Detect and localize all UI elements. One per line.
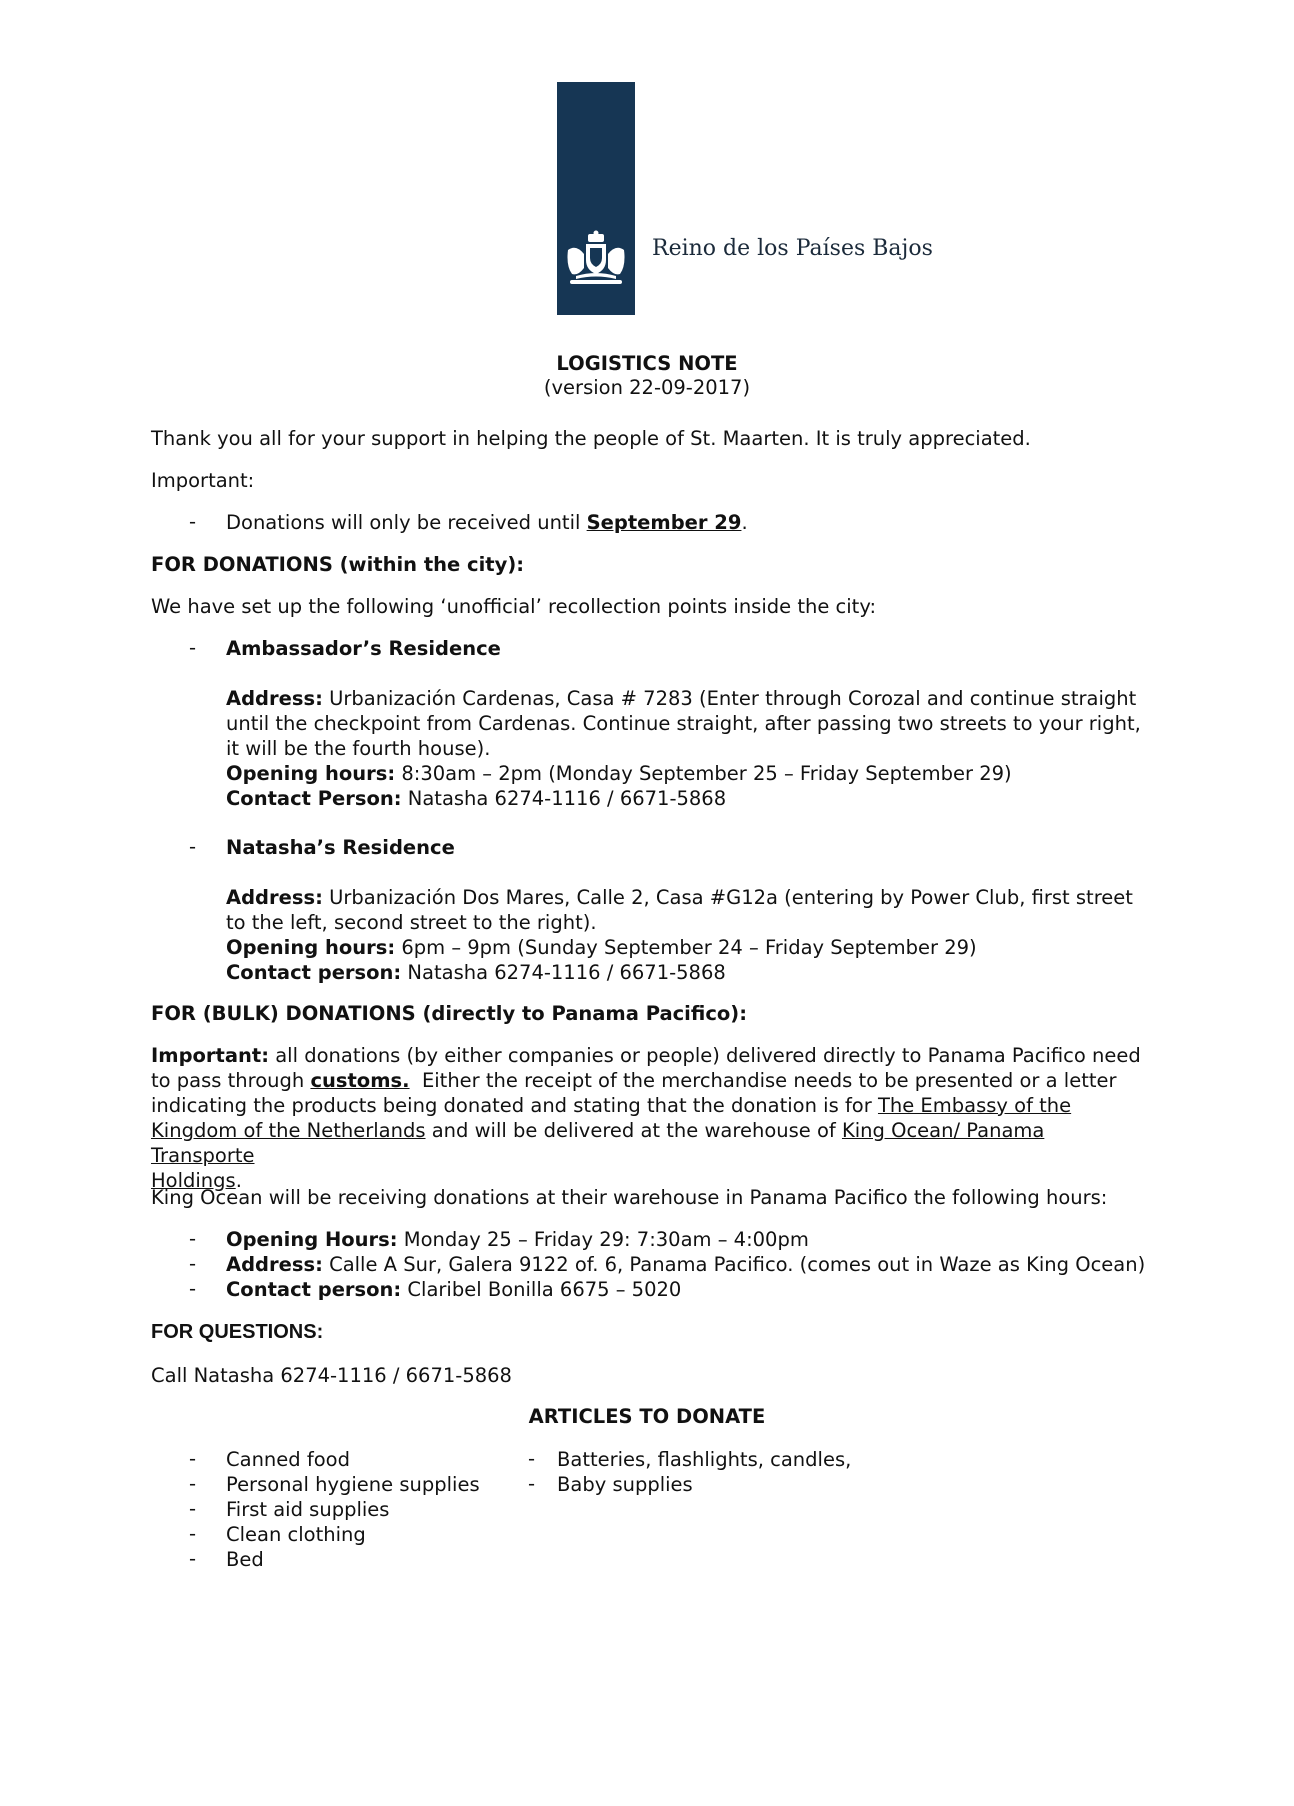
list-dash: -	[528, 1447, 536, 1470]
point-address: Address: Urbanización Cardenas, Casa # 7283 (Enter through Corozal and continue straight until the checkpoint from Cardenas. Continue straight, after passing two streets to your right, it will be the fourth house). Opening hours: 8:30am – 2pm (Monday September 25 – Friday September 29) Contact Person: Natasha 6274-1116 / 6671-5868	[226, 687, 1141, 810]
bulk-paragraph: Important: all donations (by either companies or people) delivered directly to Panama Pacifico need to pass through customs. Either the receipt of the merchandise needs to be presented or a letter indicating the products being donated and stating that the donation is for The Embassy of the Kingdom of the Netherlands and will be delivered at the warehouse of King Ocean/ Panama Transporte Holdings.	[151, 1044, 1141, 1192]
list-dash: -	[189, 1497, 197, 1520]
list-dash: -	[189, 1277, 197, 1300]
article-item: Bed	[226, 1548, 264, 1571]
article-item: Clean clothing	[226, 1523, 366, 1546]
deadline-date: September 29	[586, 511, 742, 534]
list-dash: -	[189, 835, 197, 858]
questions-heading: FOR QUESTIONS:	[151, 1321, 324, 1343]
bulk-contact-item: Contact person: Claribel Bonilla 6675 – 5020	[226, 1278, 682, 1301]
important-label: Important:	[151, 469, 255, 492]
city-intro: We have set up the following ‘unofficial’ recollection points inside the city:	[151, 595, 877, 618]
list-dash: -	[189, 636, 197, 659]
list-dash: -	[189, 1522, 197, 1545]
deadline-item: Donations will only be received until September 29.	[226, 511, 748, 534]
article-item: First aid supplies	[226, 1498, 390, 1521]
list-dash: -	[189, 1227, 197, 1250]
questions-call: Call Natasha 6274-1116 / 6671-5868	[151, 1364, 512, 1387]
article-item: Baby supplies	[557, 1473, 693, 1496]
doc-title: LOGISTICS NOTE	[556, 352, 738, 375]
bulk-address-item: Address: Calle A Sur, Galera 9122 of. 6, Panama Pacifico. (comes out in Waze as King Ocean)	[226, 1253, 1146, 1276]
king-ocean-paragraph: King Ocean will be receiving donations at their warehouse in Panama Pacifico the following hours:	[151, 1186, 1108, 1209]
list-dash: -	[189, 1547, 197, 1570]
doc-version: (version 22-09-2017)	[543, 376, 751, 399]
list-dash: -	[189, 510, 197, 533]
articles-heading: ARTICLES TO DONATE	[528, 1405, 766, 1428]
article-item: Batteries, flashlights, candles,	[557, 1448, 852, 1471]
list-dash: -	[189, 1472, 197, 1495]
logo-text: Reino de los Países Bajos	[652, 236, 933, 261]
coat-of-arms-icon	[562, 230, 630, 296]
bulk-heading: FOR (BULK) DONATIONS (directly to Panama Pacifico):	[151, 1002, 747, 1025]
article-item: Canned food	[226, 1448, 350, 1471]
list-dash: -	[189, 1447, 197, 1470]
point-name: Natasha’s Residence	[226, 836, 455, 859]
thanks-paragraph: Thank you all for your support in helping the people of St. Maarten. It is truly appreciated.	[151, 427, 1031, 450]
article-item: Personal hygiene supplies	[226, 1473, 480, 1496]
list-dash: -	[189, 1252, 197, 1275]
list-dash: -	[528, 1472, 536, 1495]
point-address: Address: Urbanización Dos Mares, Calle 2, Casa #G12a (entering by Power Club, first street to the left, second street to the right). Opening hours: 6pm – 9pm (Sunday September 24 – Friday September 29) Contact person: Natasha 6274-1116 / 6671-5868	[226, 886, 1133, 984]
bulk-hours-item: Opening Hours: Monday 25 – Friday 29: 7:30am – 4:00pm	[226, 1228, 809, 1251]
city-heading: FOR DONATIONS (within the city):	[151, 553, 525, 576]
point-name: Ambassador’s Residence	[226, 637, 501, 660]
